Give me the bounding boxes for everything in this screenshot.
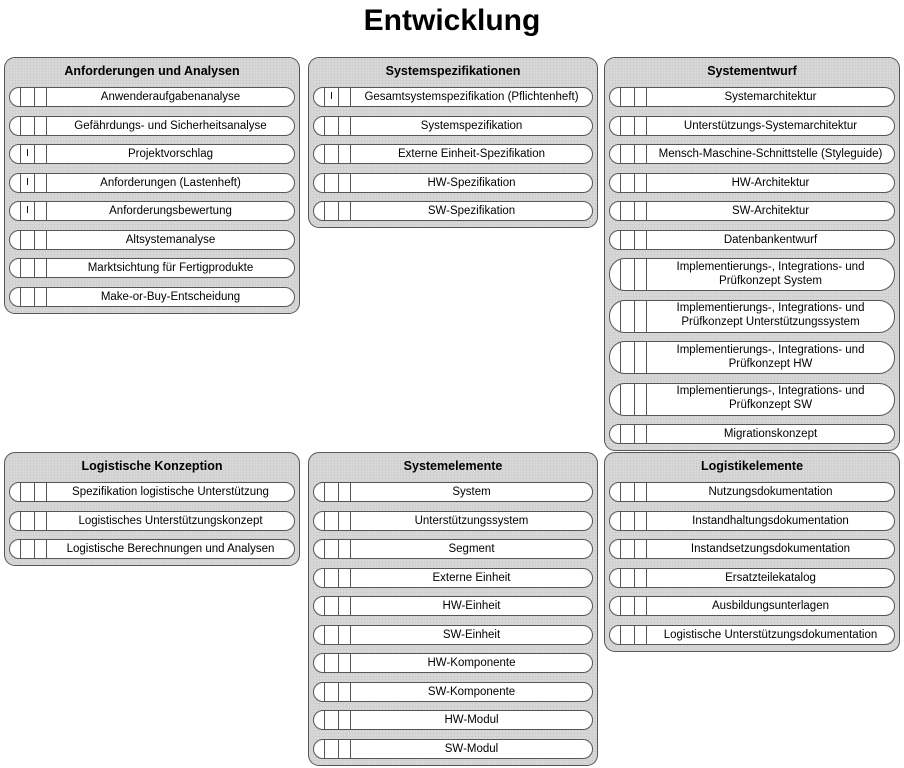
- item-cap-cell: [610, 117, 621, 135]
- item-label: Altsystemanalyse: [125, 233, 216, 246]
- item-marker-cell: I: [325, 88, 339, 106]
- item-marker-cell: [621, 231, 635, 249]
- list-item[interactable]: [609, 173, 895, 193]
- item-blank-cell: [35, 540, 47, 558]
- item-label: Datenbankentwurf: [723, 233, 818, 246]
- item-label: Implementierungs-, Integrations- und Prüfkonzept Unterstützungssystem: [676, 302, 865, 328]
- item-marker-cell: [325, 711, 339, 729]
- item-marker-cell: [21, 231, 35, 249]
- item-blank-cell: [35, 512, 47, 530]
- item-label: HW-Einheit: [442, 600, 501, 612]
- item-marker-cell: [621, 384, 635, 415]
- item-marker-cell: [621, 626, 635, 644]
- item-marker-cell: [325, 740, 339, 758]
- item-cap-cell: [314, 654, 325, 672]
- item-marker-cell: [621, 259, 635, 290]
- item-marker-cell: [621, 425, 635, 443]
- item-marker-cell: [621, 569, 635, 587]
- item-marker-cell: [621, 88, 635, 106]
- item-cap-cell: [610, 259, 621, 290]
- item-blank-cell: [339, 145, 351, 163]
- list-item[interactable]: [609, 144, 895, 164]
- item-marker-cell: [325, 540, 339, 558]
- item-marker-cell: [325, 483, 339, 501]
- item-cap-cell: [10, 117, 21, 135]
- item-label: Instandhaltungsdokumentation: [692, 514, 849, 527]
- item-cap-cell: [314, 683, 325, 701]
- item-cap-cell: [610, 540, 621, 558]
- list-item[interactable]: [313, 625, 593, 645]
- panel-items: [9, 482, 295, 559]
- item-blank-cell: [339, 711, 351, 729]
- item-cap-cell: [314, 512, 325, 530]
- item-marker-cell: [325, 512, 339, 530]
- item-label: SW-Modul: [444, 742, 499, 755]
- item-marker-cell: [325, 654, 339, 672]
- item-marker-cell: [325, 626, 339, 644]
- item-blank-cell: [635, 540, 647, 558]
- panel-title: Systementwurf: [707, 64, 797, 78]
- list-item[interactable]: [609, 568, 895, 588]
- panel-logistikelemente: [604, 452, 900, 652]
- panel-items: [9, 87, 295, 307]
- item-label: Logistische Unterstützungsdokumentation: [663, 628, 878, 641]
- item-blank-cell: [635, 342, 647, 373]
- page-title: Entwicklung: [363, 4, 541, 37]
- list-item[interactable]: [9, 258, 295, 278]
- item-label: Instandsetzungsdokumentation: [690, 543, 851, 555]
- list-item[interactable]: [313, 682, 593, 702]
- item-cap-cell: [314, 174, 325, 192]
- item-cap-cell: [610, 597, 621, 615]
- item-cap-cell: [314, 711, 325, 729]
- item-blank-cell: [339, 740, 351, 758]
- item-cap-cell: [10, 145, 21, 163]
- item-blank-cell: [339, 512, 351, 530]
- item-label: Ausbildungsunterlagen: [711, 600, 829, 612]
- item-label: System: [452, 486, 491, 498]
- item-label: Ersatzteilekatalog: [725, 571, 816, 584]
- item-label: Gesamtsystemspezifikation (Pflichtenheft): [364, 91, 579, 103]
- item-label: Anwenderaufgabenanalyse: [100, 91, 241, 103]
- item-cap-cell: [314, 740, 325, 758]
- list-item[interactable]: [609, 87, 895, 107]
- item-marker-cell: [621, 540, 635, 558]
- item-blank-cell: [635, 145, 647, 163]
- list-item[interactable]: [609, 596, 895, 616]
- list-item[interactable]: [9, 539, 295, 559]
- item-blank-cell: [339, 540, 351, 558]
- item-cap-cell: [610, 425, 621, 443]
- panel-title: Anforderungen und Analysen: [64, 64, 240, 78]
- item-blank-cell: [635, 425, 647, 443]
- item-blank-cell: [635, 483, 647, 501]
- item-blank-cell: [339, 683, 351, 701]
- item-blank-cell: [339, 597, 351, 615]
- item-label: Unterstützungssystem: [414, 514, 529, 527]
- item-cap-cell: [10, 88, 21, 106]
- item-blank-cell: [35, 231, 47, 249]
- item-label: Unterstützungs-Systemarchitektur: [683, 119, 858, 132]
- item-blank-cell: [339, 174, 351, 192]
- list-item[interactable]: [313, 116, 593, 136]
- list-item[interactable]: [313, 511, 593, 531]
- list-item[interactable]: [313, 144, 593, 164]
- item-label: Marktsichtung für Fertigprodukte: [87, 262, 254, 274]
- item-marker-cell: [621, 117, 635, 135]
- item-marker-cell: [21, 483, 35, 501]
- item-blank-cell: [635, 512, 647, 530]
- item-marker-cell: I: [21, 202, 35, 220]
- item-marker-cell: [621, 597, 635, 615]
- list-item[interactable]: [609, 482, 895, 502]
- item-blank-cell: [635, 626, 647, 644]
- list-item[interactable]: [609, 258, 895, 291]
- item-blank-cell: [339, 654, 351, 672]
- list-item[interactable]: [609, 230, 895, 250]
- panel-title: Logistische Konzeption: [81, 459, 223, 473]
- item-blank-cell: [35, 259, 47, 277]
- panel-anforderungen-und-analysen: [4, 57, 300, 314]
- item-cap-cell: [610, 301, 621, 332]
- item-blank-cell: [35, 145, 47, 163]
- item-label: Gefährdungs- und Sicherheitsanalyse: [74, 119, 267, 132]
- item-label: Anforderungsbewertung: [109, 205, 232, 217]
- item-blank-cell: [35, 117, 47, 135]
- item-marker-cell: [621, 145, 635, 163]
- list-item[interactable]: [313, 596, 593, 616]
- item-cap-cell: [610, 626, 621, 644]
- item-blank-cell: [35, 88, 47, 106]
- item-blank-cell: [35, 483, 47, 501]
- item-label: HW-Architektur: [731, 176, 810, 189]
- item-label: SW-Einheit: [442, 628, 501, 641]
- list-item[interactable]: [609, 539, 895, 559]
- panel-items: [609, 87, 895, 444]
- panel-title: Logistikelemente: [700, 459, 804, 473]
- item-cap-cell: [314, 202, 325, 220]
- item-cap-cell: [314, 626, 325, 644]
- panel-title: Systemelemente: [403, 459, 503, 473]
- item-label: Logistische Berechnungen und Analysen: [66, 543, 275, 555]
- item-label: SW-Architektur: [731, 205, 810, 217]
- list-item[interactable]: [9, 201, 295, 221]
- item-marker-cell: [21, 288, 35, 306]
- item-label: Projektvorschlag: [127, 148, 213, 160]
- item-label: Make-or-Buy-Entscheidung: [100, 290, 241, 303]
- list-item[interactable]: [609, 383, 895, 416]
- item-label: Implementierungs-, Integrations- und Prüfkonzept System: [676, 260, 865, 287]
- item-cap-cell: [314, 117, 325, 135]
- list-item[interactable]: [609, 625, 895, 645]
- item-label: Externe Einheit: [432, 571, 511, 584]
- item-label: Segment: [448, 543, 495, 555]
- panel-systemspezifikationen: [308, 57, 598, 228]
- item-label: Externe Einheit-Spezifikation: [397, 148, 546, 160]
- item-cap-cell: [314, 597, 325, 615]
- item-marker-cell: [325, 569, 339, 587]
- item-label: Logistisches Unterstützungskonzept: [78, 514, 263, 527]
- item-blank-cell: [635, 259, 647, 290]
- panel-items: [313, 87, 593, 221]
- item-cap-cell: [10, 540, 21, 558]
- list-item[interactable]: [313, 568, 593, 588]
- item-cap-cell: [314, 145, 325, 163]
- item-cap-cell: [10, 512, 21, 530]
- list-item[interactable]: [9, 287, 295, 307]
- item-marker-cell: [21, 259, 35, 277]
- item-label: Nutzungsdokumentation: [708, 486, 833, 498]
- panel-logistische-konzeption: [4, 452, 300, 566]
- item-marker-cell: I: [21, 145, 35, 163]
- item-cap-cell: [314, 540, 325, 558]
- list-item[interactable]: [313, 710, 593, 730]
- item-blank-cell: [635, 174, 647, 192]
- panel-items: [313, 482, 593, 759]
- item-marker-cell: I: [21, 174, 35, 192]
- item-cap-cell: [10, 259, 21, 277]
- item-marker-cell: [621, 483, 635, 501]
- item-blank-cell: [635, 88, 647, 106]
- list-item[interactable]: [9, 511, 295, 531]
- item-cap-cell: [10, 202, 21, 220]
- item-cap-cell: [314, 88, 325, 106]
- item-label: HW-Modul: [444, 714, 499, 726]
- item-cap-cell: [314, 483, 325, 501]
- panel-items: [609, 482, 895, 645]
- item-blank-cell: [35, 202, 47, 220]
- item-blank-cell: [339, 88, 351, 106]
- item-label: Anforderungen (Lastenheft): [100, 176, 241, 189]
- item-label: HW-Spezifikation: [427, 176, 516, 189]
- item-marker-cell: [325, 174, 339, 192]
- panel-systementwurf: [604, 57, 900, 451]
- item-marker-cell: [325, 202, 339, 220]
- list-item[interactable]: [313, 739, 593, 759]
- item-marker-cell: [21, 88, 35, 106]
- panel-title: Systemspezifikationen: [385, 64, 521, 78]
- item-blank-cell: [339, 202, 351, 220]
- item-label: SW-Komponente: [427, 685, 516, 698]
- list-item[interactable]: [9, 482, 295, 502]
- item-blank-cell: [635, 569, 647, 587]
- item-marker-cell: [325, 145, 339, 163]
- list-item[interactable]: [313, 539, 593, 559]
- item-cap-cell: [610, 231, 621, 249]
- item-blank-cell: [635, 231, 647, 249]
- item-marker-cell: [325, 117, 339, 135]
- panel-systemelemente: [308, 452, 598, 766]
- item-cap-cell: [10, 288, 21, 306]
- item-marker-cell: [621, 202, 635, 220]
- item-cap-cell: [610, 569, 621, 587]
- item-cap-cell: [610, 88, 621, 106]
- item-cap-cell: [610, 384, 621, 415]
- list-item[interactable]: [9, 116, 295, 136]
- list-item[interactable]: [313, 173, 593, 193]
- list-item[interactable]: [609, 341, 895, 374]
- item-label: HW-Komponente: [427, 657, 516, 669]
- item-marker-cell: [21, 117, 35, 135]
- item-cap-cell: [10, 174, 21, 192]
- list-item[interactable]: [9, 144, 295, 164]
- item-label: Systemspezifikation: [420, 119, 523, 132]
- item-cap-cell: [610, 145, 621, 163]
- item-marker-cell: [621, 512, 635, 530]
- item-blank-cell: [339, 626, 351, 644]
- item-cap-cell: [314, 569, 325, 587]
- list-item[interactable]: [313, 482, 593, 502]
- item-cap-cell: [610, 174, 621, 192]
- list-item[interactable]: [313, 201, 593, 221]
- item-label: Implementierungs-, Integrations- und Prüfkonzept HW: [676, 343, 865, 370]
- list-item[interactable]: [609, 201, 895, 221]
- item-label: SW-Spezifikation: [427, 205, 516, 217]
- item-marker-cell: [325, 597, 339, 615]
- item-cap-cell: [610, 512, 621, 530]
- item-blank-cell: [35, 174, 47, 192]
- item-label: Implementierungs-, Integrations- und Prüfkonzept SW: [676, 385, 865, 411]
- item-label: Migrationskonzept: [723, 428, 818, 440]
- list-item[interactable]: [9, 87, 295, 107]
- item-blank-cell: [635, 117, 647, 135]
- list-item[interactable]: [609, 511, 895, 531]
- item-cap-cell: [610, 202, 621, 220]
- list-item[interactable]: [609, 300, 895, 333]
- item-blank-cell: [635, 202, 647, 220]
- item-blank-cell: [339, 569, 351, 587]
- item-blank-cell: [635, 597, 647, 615]
- list-item[interactable]: [313, 87, 593, 107]
- item-blank-cell: [35, 288, 47, 306]
- item-blank-cell: [339, 117, 351, 135]
- item-cap-cell: [610, 342, 621, 373]
- item-blank-cell: [635, 384, 647, 415]
- item-blank-cell: [339, 483, 351, 501]
- item-label: Spezifikation logistische Unterstützung: [72, 486, 269, 498]
- item-cap-cell: [10, 483, 21, 501]
- item-cap-cell: [10, 231, 21, 249]
- item-marker-cell: [21, 540, 35, 558]
- list-item[interactable]: [609, 116, 895, 136]
- item-marker-cell: [621, 174, 635, 192]
- list-item[interactable]: [9, 173, 295, 193]
- item-marker-cell: [621, 301, 635, 332]
- item-label: Mensch-Maschine-Schnittstelle (Styleguide): [658, 148, 883, 160]
- item-marker-cell: [21, 512, 35, 530]
- list-item[interactable]: [9, 230, 295, 250]
- item-marker-cell: [621, 342, 635, 373]
- item-blank-cell: [635, 301, 647, 332]
- item-cap-cell: [610, 483, 621, 501]
- list-item[interactable]: [313, 653, 593, 673]
- item-marker-cell: [325, 683, 339, 701]
- list-item[interactable]: [609, 424, 895, 444]
- item-label: Systemarchitektur: [724, 91, 817, 103]
